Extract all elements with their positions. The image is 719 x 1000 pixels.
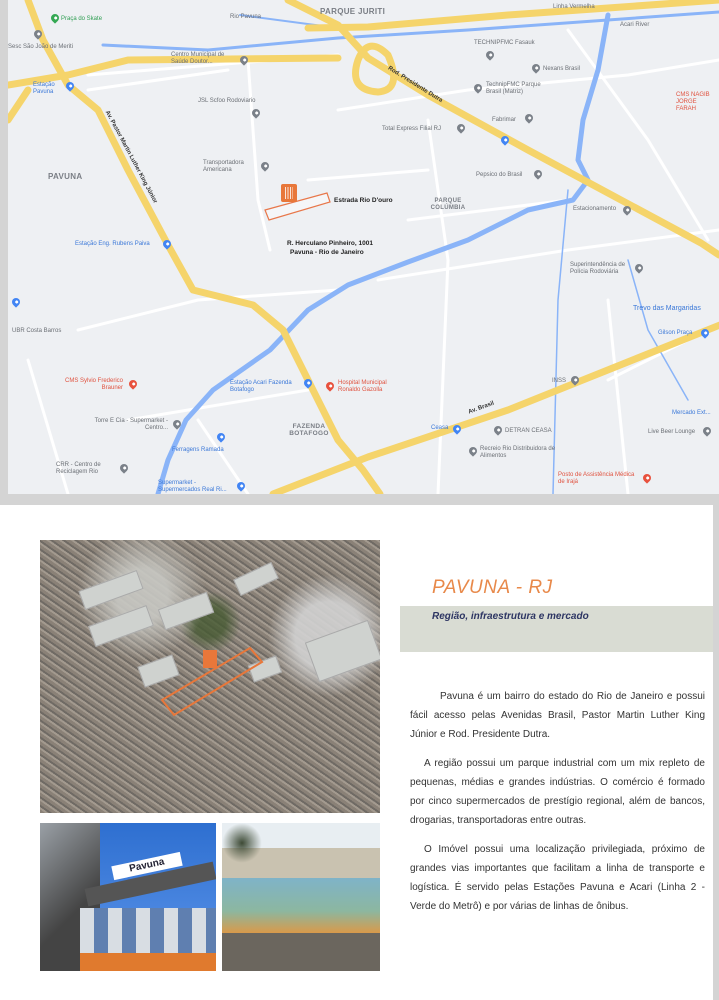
place-label[interactable]: UBR Costa Barros <box>12 328 62 334</box>
building-icon <box>203 650 217 668</box>
page-subtitle: Região, infraestrutura e mercado <box>432 611 589 622</box>
place-label[interactable]: INSS <box>552 378 567 384</box>
place-label[interactable]: Estação Eng. Rubens Paiva <box>75 241 150 247</box>
building-icon[interactable] <box>281 184 297 202</box>
body-text <box>410 687 705 926</box>
neighborhood-label: PARQUE COLÚMBIA <box>430 198 466 211</box>
page-title: PAVUNA - RJ <box>432 577 553 598</box>
place-label[interactable]: Transportadora Americana <box>203 160 244 173</box>
station-sign: Pavuna <box>111 852 182 880</box>
property-outline <box>263 180 343 230</box>
place-label[interactable]: Estação Pavuna <box>33 82 55 95</box>
place-label[interactable]: Ceasa <box>431 425 449 431</box>
paragraph: A região possui um parque industrial com um mix repleto de pequenas, médias e grandes indústrias. O comércio é formado por cinco supermercados de prestígio regional, além de bancos, drogarias, transportadoras entre outras. <box>410 758 705 826</box>
road-label: Rio Pavuna <box>230 14 262 20</box>
brochure-page <box>0 505 713 1000</box>
neighborhood-label: FAZENDA BOTAFOGO <box>289 423 329 437</box>
place-label[interactable]: CMS NAGIB JORGE FARAH <box>676 92 710 112</box>
place-label[interactable]: Recreio Rio Distribuidora de Alimentos <box>480 446 556 459</box>
place-label[interactable]: Hospital Municipal Ronaldo Gazolla <box>338 380 387 393</box>
place-label[interactable]: Praça do Skate <box>61 16 103 22</box>
property-address-line1: R. Herculano Pinheiro, 1001 <box>287 240 373 247</box>
place-label[interactable]: Estação Acari Fazenda Botafogo <box>230 380 292 393</box>
place-label[interactable]: CMS Sylvio Frederico Brauner <box>64 378 123 391</box>
road-label: Rod. Presidente Dutra <box>386 65 444 105</box>
place-label[interactable]: Estacionamento <box>573 206 617 212</box>
property-street-label: Estrada Rio D'ouro <box>334 197 393 204</box>
place-label[interactable]: Ferragens Ramada <box>172 447 224 453</box>
place-label[interactable]: Trevo das Margaridas <box>633 305 701 312</box>
place-label[interactable]: Live Beer Lounge <box>648 429 696 435</box>
aerial-photo <box>40 540 380 813</box>
place-label[interactable]: Nexans Brasil <box>543 66 581 72</box>
place-label[interactable]: Superintendência de Polícia Rodoviária <box>570 262 626 275</box>
place-label[interactable]: DETRAN CEASA <box>505 428 552 434</box>
road-label: Linha Vermelha <box>553 4 595 10</box>
acari-station-photo <box>222 823 380 971</box>
paragraph: Pavuna é um bairro do estado do Rio de Janeiro e possui fácil acesso pelas Avenidas Brasil, Pastor Martin Luther King Júnior e Rod. Presidente Dutra. <box>410 691 705 740</box>
place-label[interactable]: Gilson Praça <box>658 330 693 336</box>
place-label[interactable]: Total Express Filial RJ <box>382 126 442 132</box>
place-label[interactable]: Supermarket - Supermercados Real Ri... <box>158 480 227 493</box>
place-label[interactable]: Pepsico do Brasil <box>476 172 523 178</box>
place-label[interactable]: TechnipFMC Parque Brasil (Matriz) <box>486 82 541 95</box>
place-label[interactable]: Centro Municipal de Saúde Doutor... <box>171 52 225 65</box>
neighborhood-label: PAVUNA <box>48 172 83 181</box>
neighborhood-label: PARQUE JURITI <box>320 7 386 16</box>
place-label[interactable]: Sesc São João de Meriti <box>8 44 74 50</box>
place-label[interactable]: Posto de Assistência Médica de Irajá <box>558 472 635 485</box>
road-label: Av. Pastor Martin Luther King Júnior <box>103 109 158 205</box>
place-label[interactable]: Mercado Ext... <box>672 410 711 416</box>
place-label[interactable]: CRR - Centro de Reciclagem Rio <box>56 462 101 475</box>
place-label[interactable]: JSL Scfoo Rodoviario <box>198 98 256 104</box>
property-outline <box>40 540 380 813</box>
location-map[interactable] <box>8 0 719 494</box>
pavuna-station-photo <box>40 823 216 971</box>
place-label[interactable]: TECHNIPFMC Fasauk <box>474 40 535 46</box>
place-label[interactable]: Fabrimar <box>492 117 517 123</box>
property-address-line2: Pavuna - Rio de Janeiro <box>290 249 364 256</box>
place-label[interactable]: Torre E Cia - Supermarket - Centro... <box>94 418 168 431</box>
road-label: Av. Brasil <box>467 400 496 416</box>
paragraph: O Imóvel possui uma localização privilegiada, próximo de grandes vias importantes que facilitam a linha de transporte e logística. É servido pelas Estações Pavuna e Acari (Linha 2 - Verde do Metrô) e por várias de linhas de ônibus. <box>410 844 705 912</box>
place-label[interactable]: Acari River <box>620 22 650 28</box>
